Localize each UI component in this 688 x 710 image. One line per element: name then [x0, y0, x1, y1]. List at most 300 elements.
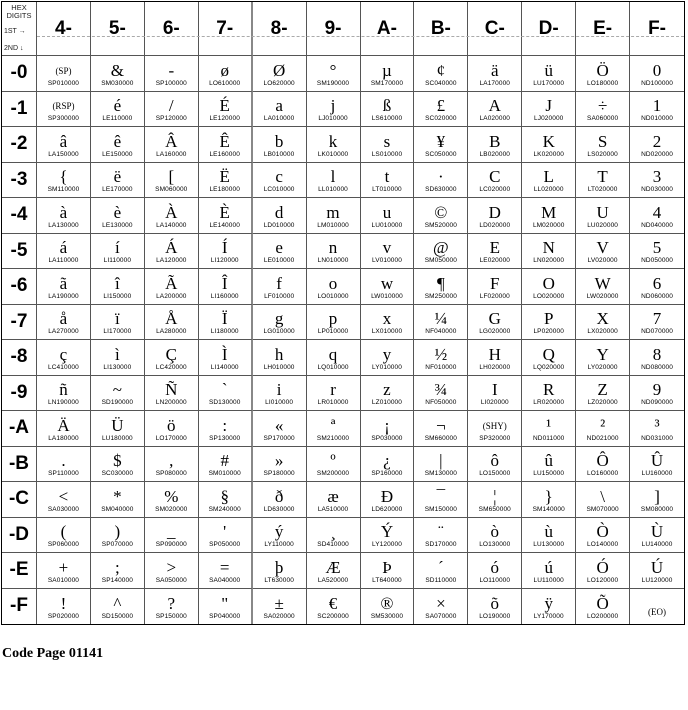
char-glyph: W — [594, 273, 611, 293]
char-cell — [361, 269, 415, 305]
char-gcgid: LA140000 — [156, 221, 187, 229]
char-gcgid: LP010000 — [317, 328, 349, 335]
char-gcgid: SM080000 — [640, 505, 674, 513]
char-gcgid: LI120000 — [210, 257, 239, 264]
char-gcgid: SA050000 — [155, 576, 187, 584]
char-glyph: Ô — [596, 451, 609, 470]
char-cell — [37, 340, 91, 376]
char-glyph: Ò — [596, 522, 609, 541]
char-gcgid: LY170000 — [533, 613, 564, 620]
char-glyph: À — [165, 202, 178, 222]
char-glyph: ÿ — [544, 594, 553, 613]
char-glyph: ] — [654, 486, 660, 506]
column-header: A- — [361, 2, 415, 56]
char-gcgid: LO170000 — [155, 434, 187, 442]
char-cell — [199, 127, 253, 163]
char-glyph: 0 — [652, 60, 662, 80]
char-glyph: ä — [491, 60, 499, 80]
char-gcgid: LI130000 — [103, 363, 132, 371]
char-gcgid: LI020000 — [480, 399, 509, 406]
char-cell — [468, 340, 522, 376]
char-gcgid: LU140000 — [641, 541, 673, 548]
char-glyph: ß — [382, 96, 392, 115]
char-gcgid: SD130000 — [208, 399, 241, 406]
char-gcgid: LE150000 — [102, 150, 133, 158]
char-glyph: ! — [60, 594, 67, 613]
char-cell — [468, 269, 522, 305]
char-gcgid: LO110000 — [479, 576, 511, 584]
char-cell — [414, 234, 468, 270]
char-cell — [199, 518, 253, 554]
char-gcgid: LO020000 — [533, 292, 565, 300]
char-glyph: € — [328, 594, 338, 613]
char-gcgid: SA070000 — [425, 613, 457, 620]
char-glyph: ¸ — [330, 522, 336, 541]
char-gcgid: SA010000 — [47, 576, 80, 584]
char-glyph: Ä — [57, 415, 70, 435]
char-cell — [468, 163, 522, 199]
char-glyph: ý — [274, 522, 284, 541]
row-header: -4 — [2, 198, 37, 234]
char-glyph: h — [274, 344, 284, 364]
char-glyph: (RSP) — [52, 101, 75, 111]
char-cell — [199, 589, 253, 625]
char-cell — [253, 340, 307, 376]
char-glyph: ÷ — [597, 96, 608, 115]
char-cell — [145, 234, 199, 270]
char-gcgid: ND090000 — [641, 399, 673, 406]
char-cell — [37, 518, 91, 554]
char-cell — [199, 163, 253, 199]
char-gcgid: SP300000 — [47, 115, 80, 122]
char-glyph: ¹ — [546, 415, 552, 435]
char-gcgid: LZ020000 — [587, 399, 618, 406]
char-gcgid: ND010000 — [641, 115, 673, 122]
char-cell — [37, 92, 91, 128]
char-glyph: £ — [436, 96, 446, 115]
char-gcgid: SD410000 — [317, 541, 349, 548]
char-glyph: z — [383, 380, 391, 399]
char-glyph: ¾ — [434, 380, 448, 399]
char-glyph: P — [543, 309, 554, 328]
char-gcgid: SM520000 — [424, 221, 457, 229]
char-glyph: ñ — [59, 380, 68, 399]
char-glyph: D — [488, 202, 501, 222]
char-cell — [361, 589, 415, 625]
char-gcgid: LO120000 — [587, 576, 619, 584]
char-cell — [307, 305, 361, 341]
char-gcgid: LA270000 — [48, 328, 79, 335]
char-glyph: » — [274, 451, 284, 470]
char-cell — [253, 589, 307, 625]
char-gcgid: SD190000 — [101, 399, 134, 406]
char-gcgid: SM050000 — [424, 257, 457, 264]
char-cell — [253, 447, 307, 483]
char-cell — [199, 56, 253, 92]
char-glyph: Ü — [111, 415, 124, 435]
char-glyph: Ë — [219, 167, 230, 186]
char-cell — [307, 269, 361, 305]
hex-digits-label: HEX DIGITS — [6, 3, 32, 20]
char-glyph: à — [59, 202, 68, 222]
char-gcgid: ND100000 — [641, 79, 673, 87]
char-cell — [307, 198, 361, 234]
char-gcgid: LK020000 — [533, 150, 564, 158]
char-cell — [576, 92, 630, 128]
char-cell — [37, 198, 91, 234]
char-cell — [414, 127, 468, 163]
row-header: -3 — [2, 163, 37, 199]
char-glyph: p — [328, 309, 338, 328]
code-page-table — [1, 1, 685, 625]
char-cell — [522, 234, 576, 270]
char-gcgid: SM020000 — [155, 505, 188, 513]
char-glyph: Ù — [650, 522, 664, 541]
char-gcgid: LG010000 — [263, 328, 295, 335]
char-glyph: Þ — [382, 557, 392, 577]
char-cell — [307, 553, 361, 589]
char-gcgid: ND040000 — [641, 221, 673, 229]
char-gcgid: SP140000 — [101, 576, 133, 584]
char-gcgid: SA040000 — [209, 576, 241, 584]
char-cell — [199, 447, 253, 483]
row-header: -A — [2, 411, 37, 447]
char-gcgid: LQ010000 — [317, 363, 349, 371]
char-gcgid: SP070000 — [101, 541, 133, 548]
char-gcgid: SM650000 — [478, 505, 511, 513]
char-gcgid: SM200000 — [316, 470, 350, 477]
char-gcgid: LV020000 — [587, 257, 618, 264]
column-header: B- — [414, 2, 468, 56]
row-header: -8 — [2, 340, 37, 376]
char-cell — [361, 198, 415, 234]
char-cell — [307, 340, 361, 376]
char-glyph: ð — [274, 486, 284, 506]
row-header: -2 — [2, 127, 37, 163]
char-gcgid: SD110000 — [425, 576, 457, 584]
char-glyph: M — [541, 202, 557, 222]
char-cell — [91, 447, 145, 483]
char-gcgid: LA120000 — [156, 257, 187, 264]
char-glyph: ¨ — [438, 522, 444, 541]
char-gcgid: SM060000 — [155, 186, 188, 193]
column-header: 7- — [199, 2, 253, 56]
char-glyph: ` — [221, 380, 228, 399]
char-cell — [91, 234, 145, 270]
char-gcgid: LW020000 — [586, 292, 619, 300]
row-header: -9 — [2, 376, 37, 412]
char-gcgid: SP020000 — [47, 613, 80, 620]
char-gcgid: LU130000 — [533, 541, 565, 548]
row-header: -6 — [2, 269, 37, 305]
char-cell — [522, 376, 576, 412]
char-gcgid: LO140000 — [587, 541, 619, 548]
char-gcgid: LI150000 — [103, 292, 132, 300]
char-gcgid: ND030000 — [641, 186, 673, 193]
row-header: -7 — [2, 305, 37, 341]
char-gcgid: LE120000 — [209, 115, 240, 122]
char-glyph: þ — [274, 557, 284, 577]
char-cell — [630, 56, 684, 92]
code-page-caption: Code Page 01141 — [2, 646, 104, 661]
char-gcgid: SM170000 — [370, 79, 404, 87]
char-gcgid: SP170000 — [263, 434, 295, 442]
char-gcgid: LZ010000 — [371, 399, 402, 406]
char-glyph: C — [489, 167, 501, 186]
char-cell — [630, 198, 684, 234]
char-gcgid: LP020000 — [533, 328, 564, 335]
char-cell — [91, 482, 145, 518]
char-glyph: ã — [59, 273, 68, 293]
char-cell — [37, 163, 91, 199]
char-gcgid: SA020000 — [263, 613, 295, 620]
char-glyph: / — [168, 96, 174, 115]
char-gcgid: LD620000 — [371, 505, 403, 513]
char-cell — [522, 411, 576, 447]
char-cell — [37, 305, 91, 341]
char-gcgid: SM140000 — [532, 505, 565, 513]
char-gcgid: LC010000 — [263, 186, 295, 193]
char-glyph: © — [434, 202, 448, 222]
char-gcgid: LY110000 — [264, 541, 294, 548]
char-gcgid: LT640000 — [372, 576, 402, 584]
char-cell — [91, 305, 145, 341]
column-header: C- — [468, 2, 522, 56]
char-cell — [199, 92, 253, 128]
char-glyph: º — [330, 451, 336, 470]
char-gcgid: LU180000 — [101, 434, 133, 442]
char-cell — [414, 305, 468, 341]
char-gcgid: LT010000 — [372, 186, 402, 193]
char-glyph: Ï — [221, 309, 228, 328]
char-glyph: U — [596, 202, 609, 222]
char-cell — [91, 127, 145, 163]
char-cell — [522, 482, 576, 518]
char-glyph: l — [330, 167, 336, 186]
char-gcgid: LU020000 — [587, 221, 619, 229]
char-cell — [199, 553, 253, 589]
char-cell — [91, 163, 145, 199]
char-cell — [576, 127, 630, 163]
char-cell — [145, 198, 199, 234]
char-glyph: B — [489, 131, 501, 151]
char-glyph: ç — [59, 344, 68, 364]
char-glyph: y — [382, 344, 392, 364]
char-glyph: a — [275, 96, 283, 115]
char-gcgid: ND060000 — [641, 292, 673, 300]
char-glyph: + — [58, 557, 69, 577]
hex-digits-corner — [2, 2, 37, 56]
char-gcgid: SM130000 — [424, 470, 457, 477]
char-glyph: e — [275, 238, 283, 257]
char-cell — [630, 553, 684, 589]
char-glyph: å — [59, 309, 68, 328]
char-glyph: d — [274, 202, 284, 222]
char-cell — [145, 482, 199, 518]
char-cell — [37, 234, 91, 270]
char-gcgid: LO160000 — [587, 470, 619, 477]
char-gcgid: LN010000 — [317, 257, 349, 264]
char-gcgid: LN200000 — [155, 399, 187, 406]
char-glyph: ² — [600, 415, 606, 435]
char-cell — [145, 163, 199, 199]
char-glyph: ù — [544, 522, 553, 541]
char-cell — [91, 340, 145, 376]
char-cell — [361, 305, 415, 341]
char-glyph: A — [488, 96, 501, 115]
char-gcgid: LU110000 — [533, 576, 564, 584]
char-glyph: 4 — [652, 202, 662, 222]
char-gcgid: LE140000 — [209, 221, 240, 229]
char-glyph: õ — [490, 594, 500, 613]
row-header: -5 — [2, 234, 37, 270]
char-gcgid: ND031000 — [641, 434, 673, 442]
char-glyph: L — [543, 167, 554, 186]
char-glyph: ¼ — [434, 309, 448, 328]
char-gcgid: LK010000 — [317, 150, 349, 158]
char-gcgid: LA510000 — [317, 505, 349, 513]
char-glyph: m — [326, 202, 340, 222]
char-cell — [145, 56, 199, 92]
char-cell — [630, 305, 684, 341]
char-cell — [37, 376, 91, 412]
char-cell — [468, 553, 522, 589]
char-cell — [253, 269, 307, 305]
char-glyph: f — [276, 273, 282, 293]
char-gcgid: SM110000 — [47, 186, 80, 193]
char-glyph: Ý — [380, 522, 394, 541]
char-gcgid: LI010000 — [265, 399, 294, 406]
char-gcgid: LA200000 — [156, 292, 187, 300]
char-gcgid: LA160000 — [156, 150, 187, 158]
char-gcgid: SM250000 — [424, 292, 457, 300]
char-gcgid: LC410000 — [48, 363, 79, 371]
char-gcgid: LQ020000 — [533, 363, 565, 371]
char-glyph: 5 — [652, 238, 662, 257]
char-gcgid: LL010000 — [318, 186, 348, 193]
char-cell — [630, 127, 684, 163]
char-glyph: (EO) — [648, 607, 667, 617]
char-gcgid: LA020000 — [479, 115, 511, 122]
char-cell — [576, 305, 630, 341]
char-cell — [145, 518, 199, 554]
row-header: -F — [2, 589, 37, 625]
char-glyph: S — [597, 131, 608, 151]
char-cell — [253, 234, 307, 270]
char-glyph: Q — [542, 344, 555, 364]
char-gcgid: LT630000 — [264, 576, 294, 584]
char-glyph: Æ — [325, 557, 341, 577]
char-glyph: x — [382, 309, 392, 328]
char-glyph: « — [274, 415, 284, 435]
char-cell — [145, 92, 199, 128]
char-gcgid: LA520000 — [317, 576, 349, 584]
char-gcgid: NF010000 — [425, 363, 457, 371]
char-cell — [522, 163, 576, 199]
char-cell — [37, 56, 91, 92]
char-gcgid: LH010000 — [263, 363, 295, 371]
char-glyph: ü — [544, 60, 553, 80]
char-cell — [37, 269, 91, 305]
char-glyph: Â — [165, 131, 178, 151]
char-gcgid: LD630000 — [263, 505, 295, 513]
char-cell — [522, 198, 576, 234]
char-gcgid: LO150000 — [479, 470, 511, 477]
char-gcgid: LI160000 — [210, 292, 239, 300]
char-cell — [468, 234, 522, 270]
char-cell — [361, 411, 415, 447]
char-gcgid: LA190000 — [48, 292, 79, 300]
char-glyph: Y — [596, 344, 609, 364]
char-gcgid: LS610000 — [371, 115, 403, 122]
char-glyph: - — [168, 60, 175, 80]
char-cell — [576, 589, 630, 625]
char-glyph: 3 — [652, 167, 662, 186]
char-gcgid: LV010000 — [371, 257, 402, 264]
char-gcgid: SP120000 — [155, 115, 187, 122]
char-cell — [253, 163, 307, 199]
char-cell — [468, 518, 522, 554]
char-glyph: F — [490, 273, 500, 293]
char-cell — [307, 127, 361, 163]
char-gcgid: SM530000 — [370, 613, 404, 620]
char-cell — [468, 305, 522, 341]
char-gcgid: LD020000 — [479, 221, 511, 229]
char-glyph: ( — [60, 522, 67, 541]
char-glyph: ¥ — [436, 131, 446, 151]
char-gcgid: LN190000 — [48, 399, 79, 406]
char-cell — [414, 518, 468, 554]
char-glyph: Å — [165, 309, 178, 328]
char-gcgid: SA030000 — [47, 505, 80, 513]
char-glyph: > — [166, 557, 177, 577]
column-header: 9- — [307, 2, 361, 56]
char-cell — [630, 411, 684, 447]
char-glyph: ³ — [654, 415, 660, 435]
char-gcgid: LC020000 — [479, 186, 511, 193]
char-gcgid: LJ020000 — [534, 115, 564, 122]
char-glyph: _ — [167, 522, 176, 541]
char-gcgid: SM190000 — [316, 79, 350, 87]
char-cell — [468, 92, 522, 128]
char-glyph: Á — [165, 238, 178, 257]
char-glyph: } — [544, 486, 553, 506]
char-cell — [37, 482, 91, 518]
char-glyph: I — [491, 380, 498, 399]
char-cell — [630, 376, 684, 412]
char-glyph: â — [59, 131, 68, 151]
column-header: F- — [630, 2, 684, 56]
char-gcgid: SM030000 — [101, 79, 134, 87]
char-cell — [414, 376, 468, 412]
char-glyph: & — [110, 60, 124, 80]
char-cell — [522, 269, 576, 305]
char-gcgid: SM210000 — [316, 434, 350, 442]
char-gcgid: SP060000 — [47, 541, 80, 548]
char-glyph: ò — [490, 522, 500, 541]
char-cell — [576, 411, 630, 447]
column-header: D- — [522, 2, 576, 56]
char-cell — [522, 518, 576, 554]
char-glyph: < — [58, 486, 69, 506]
char-gcgid: ND011000 — [533, 434, 565, 442]
char-cell — [522, 127, 576, 163]
char-gcgid: LM020000 — [532, 221, 565, 229]
char-gcgid: SM660000 — [424, 434, 457, 442]
char-gcgid: LO200000 — [587, 613, 619, 620]
char-gcgid: SP130000 — [209, 434, 241, 442]
char-cell — [576, 518, 630, 554]
